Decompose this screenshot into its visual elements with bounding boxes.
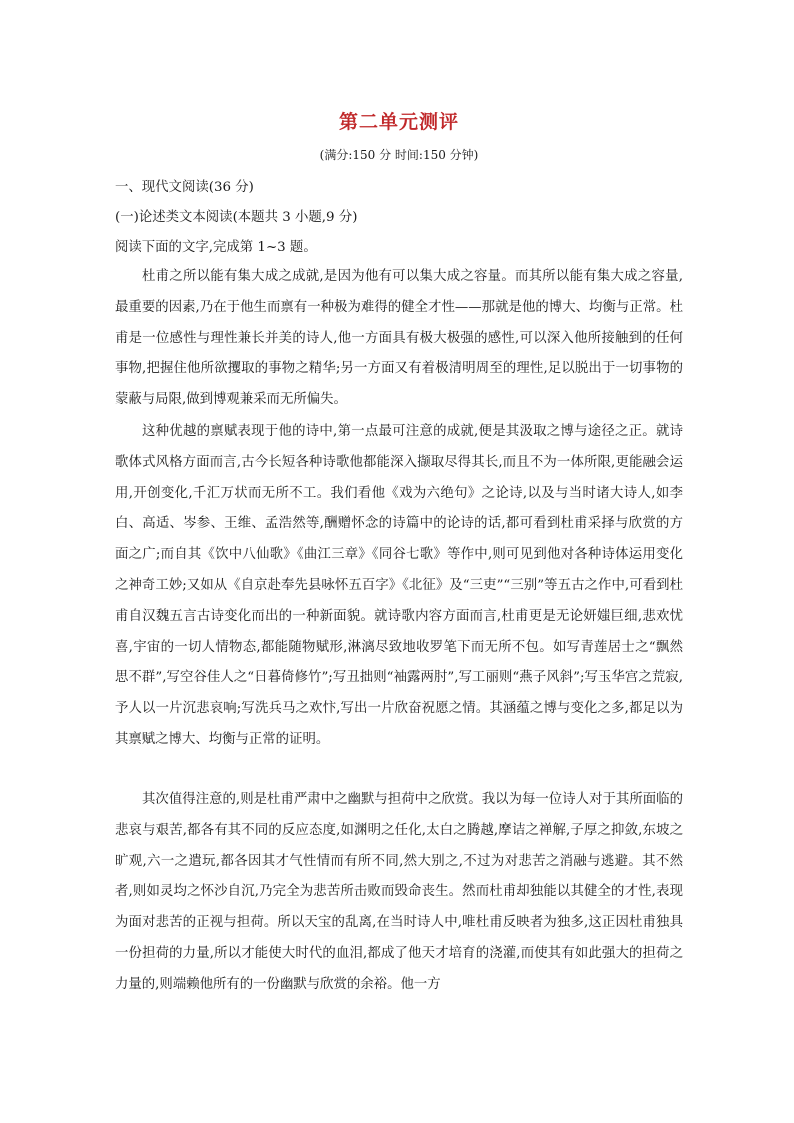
- paragraph-1: 杜甫之所以能有集大成之成就,是因为他有可以集大成之容量。而其所以能有集大成之容量,最重要的因素,乃在于他生而禀有一种极为难得的健全才性——那就是他的博大、均衡与正常。杜甫是一位感性与理性兼长并美的诗人,他一方面具有极大极强的感性,可以深入他所接触到的任何事物,把握住他所欲攫取的事物之精华;另一方面又有着极清明周至的理性,足以脱出于一切事物的蒙蔽与局限,做到博观兼采而无所偏失。: [115, 269, 683, 408]
- page-title: 第二单元测评: [338, 111, 459, 133]
- reading-instruction: 阅读下面的文字,完成第 1~3 题。: [115, 240, 317, 255]
- section-subheading: (一)论述类文本阅读(本题共 3 小题,9 分): [115, 210, 358, 225]
- exam-info: (满分:150 分 时间:150 分钟): [319, 148, 479, 162]
- section-heading: 一、现代文阅读(36 分): [115, 180, 254, 195]
- paragraph-2: 这种优越的禀赋表现于他的诗中,第一点最可注意的成就,便是其汲取之博与途径之正。就诗歌体式风格方面而言,古今长短各种诗歌他都能深入撷取尽得其长,而且不为一体所限,更能融会运用,开创变化,千汇万状而无所不工。我们看他《戏为六绝句》之论诗,以及与当时诸大诗人,如李白、高适、岑参、王维、孟浩然等,酬赠怀念的诗篇中的论诗的话,都可看到杜甫采择与欣赏的方面之广;而自其《饮中八仙歌》《曲江三章》《同谷七歌》等作中,则可见到他对各种诗体运用变化之神奇工妙;又如从《自京赴奉先县咏怀五百字》《北征》及“三吏”“三别”等五古之作中,可看到杜甫自汉魏五言古诗变化而出的一种新面貌。就诗歌内容方面而言,杜甫更是无论妍媸巨细,悲欢忧喜,宇宙的一切人情物态,都能随物赋形,淋漓尽致地收罗笔下而无所不包。如写青莲居士之“飘然思不群”,写空谷佳人之“日暮倚修竹”;写丑拙则“袖露两肘”,写工丽则“燕子风斜”;写玉华宫之荒寂,予人以一片沉悲哀响;写洗兵马之欢忭,写出一片欣奋祝愿之情。其涵蕴之博与变化之多,都足以为其禀赋之博大、均衡与正常的证明。: [115, 424, 683, 747]
- paragraph-3: 其次值得注意的,则是杜甫严肃中之幽默与担荷中之欣赏。我以为每一位诗人对于其所面临的悲哀与艰苦,都各有其不同的反应态度,如渊明之任化,太白之腾越,摩诘之禅解,子厚之抑敛,东坡之旷观,六一之遣玩,都各因其才气性情而有所不同,然大别之,不过为对悲苦之消融与逃避。其不然者,则如灵均之怀沙自沉,乃完全为悲苦所击败而毁命丧生。然而杜甫却独能以其健全的才性,表现为面对悲苦的正视与担荷。所以天宝的乱离,在当时诗人中,唯杜甫反映者为独多,这正因杜甫独具一份担荷的力量,所以才能使大时代的血泪,都成了他天才培育的浇灌,而使其有如此强大的担荷之力量的,则端赖他所有的一份幽默与欣赏的余裕。他一方: [115, 792, 683, 992]
